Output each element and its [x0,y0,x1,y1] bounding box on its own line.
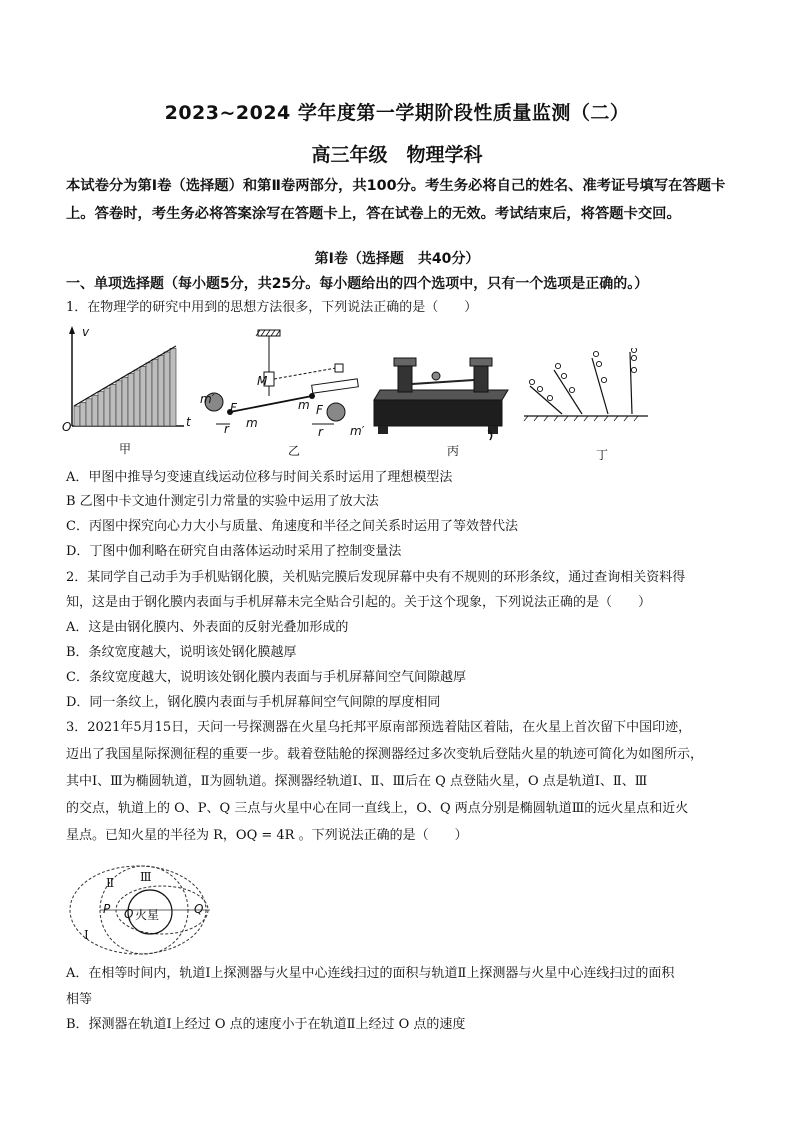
q1-yi-M-label: M [257,374,268,388]
q1-yi-m-left: m [246,416,258,430]
q1-label-bing: 丙 [447,444,460,458]
q1-yi-r-right: r [318,425,323,439]
q1-option-d: D．丁图中伽利略在研究自由落体运动时采用了控制变量法 [66,544,402,559]
q1-jia-v-label: v [82,325,90,339]
jia-bar [74,406,80,426]
q3-orbit-label-I: Ⅰ [84,928,89,942]
q1-jia-t-label: t [186,415,191,429]
q3-stem-line1: 3．2021年5月15日，天问一号探测器在火星乌托邦平原南部预选着陆区着陆，在火星上首次留下中国印迹， [66,720,692,735]
jia-bar [170,348,176,426]
q2-option-d: D．同一条纹上，钢化膜内表面与手机屏幕间空气间隙的厚度相同 [66,695,441,710]
jia-bar [98,392,104,426]
q3-orbit-label-III: Ⅲ [140,870,152,884]
q3-stem-line3: 其中Ⅰ、Ⅲ为椭圆轨道，Ⅱ为圆轨道。探测器经轨道Ⅰ、Ⅱ、Ⅲ后在 Q 点登陆火星，O 点是轨道Ⅰ、Ⅱ、Ⅲ [66,774,648,789]
q1-label-yi: 乙 [288,444,301,458]
q1-option-c: C．丙图中探究向心力大小与质量、角速度和半径之间关系时运用了等效替代法 [66,519,518,534]
q2-stem-line2: 知，这是由于钢化膜内表面与手机屏幕未完全贴合引起的。关于这个现象，下列说法正确的是（ ） [66,595,652,610]
section-title: 第Ⅰ卷（选择题 共40分） [314,251,480,267]
part-title: 一、单项选择题（每小题5分，共25分。每小题给出的四个选项中，只有一个选项是正确的。） [66,276,649,292]
q2-option-c: C．条纹宽度越大，说明该处钢化膜内表面与手机屏幕间空气间隙越厚 [66,670,466,685]
jia-bar [110,384,116,426]
q1-stem: 1．在物理学的研究中用到的思想方法很多，下列说法正确的是（ ） [66,300,478,315]
jia-bar [146,363,152,426]
jia-bar [152,359,158,426]
q3-point-P: P [103,902,111,916]
q1-figure-jia [60,324,190,434]
q3-orbit-label-II: Ⅱ [106,876,115,890]
q1-option-a: A．甲图中推导匀变速直线运动位移与时间关系时运用了理想模型法 [66,470,453,485]
q1-label-jia: 甲 [119,442,132,456]
jia-bar [86,399,92,426]
jia-bar [134,370,140,426]
q1-figure-bing [370,350,510,442]
jia-bar [104,388,110,426]
exam-subtitle: 高三年级 物理学科 [311,144,483,166]
q3-stem-line5: 星点。已知火星的半径为 R，OQ = 4R 。下列说法正确的是（ ） [66,828,468,843]
q1-yi-mprime-left: m′ [200,392,215,406]
q2-stem-line1: 2．某同学自己动手为手机贴钢化膜，关机贴完膜后发现屏幕中央有不规则的环形条纹，通过查询相关资料得 [66,570,686,585]
jia-bar [92,395,98,426]
q3-stem-line4: 的交点，轨道上的 O、P、Q 三点与火星中心在同一直线上，O、Q 两点分别是椭圆轨道Ⅲ的远火星点和近火 [66,801,689,816]
q1-figure-yi [196,328,368,438]
q2-option-b: B．条纹宽度越大，说明该处钢化膜越厚 [66,645,297,660]
q1-yi-mprime-right: m′ [350,424,365,438]
q2-option-a: A．这是由钢化膜内、外表面的反射光叠加形成的 [66,620,349,635]
q3-option-b: B．探测器在轨道Ⅰ上经过 O 点的速度小于在轨道Ⅱ上经过 O 点的速度 [66,1017,466,1032]
jia-bar [140,366,146,426]
q3-option-a-line1: A．在相等时间内，轨道Ⅰ上探测器与火星中心连线扫过的面积与轨道Ⅱ上探测器与火星中心连线扫过的面积 [66,966,675,981]
q1-yi-F-left: F [230,401,237,415]
q3-mars-label: 火星 [135,908,160,922]
jia-bar [158,356,164,426]
jia-bar [128,374,134,426]
jia-bar [116,381,122,426]
q3-option-a-line2: 相等 [66,992,93,1007]
jia-bar [80,402,86,426]
exam-title: 2023~2024 学年度第一学期阶段性质量监测（二） [164,102,630,124]
q3-stem-line2: 迈出了我国星际探测征程的重要一步。载着登陆舱的探测器经过多次变轨后登陆火星的轨迹可简化为如图所示， [66,747,704,762]
q1-label-ding: 丁 [596,448,609,462]
q3-point-Q-left: Q [124,907,134,921]
q1-jia-origin-label: O [62,420,72,434]
q1-option-b: B 乙图中卡文迪什测定引力常量的实验中运用了放大法 [66,494,379,509]
q3-point-Q-right: Q [194,902,204,916]
q1-yi-r-left: r [224,422,229,436]
q1-yi-m-right: m [298,398,310,412]
q1-figure-ding [520,348,660,422]
exam-instructions: 本试卷分为第Ⅰ卷（选择题）和第Ⅱ卷两部分，共100分。考生务必将自己的姓名、准考证号填写在答题卡上。答卷时，考生务必将答案涂写在答题卡上，答在试卷上的无效。考试结束后，将答题卡交回。 [66,178,726,222]
q1-yi-F-right: F [316,403,323,417]
jia-bar [122,377,128,426]
jia-bar [164,352,170,426]
